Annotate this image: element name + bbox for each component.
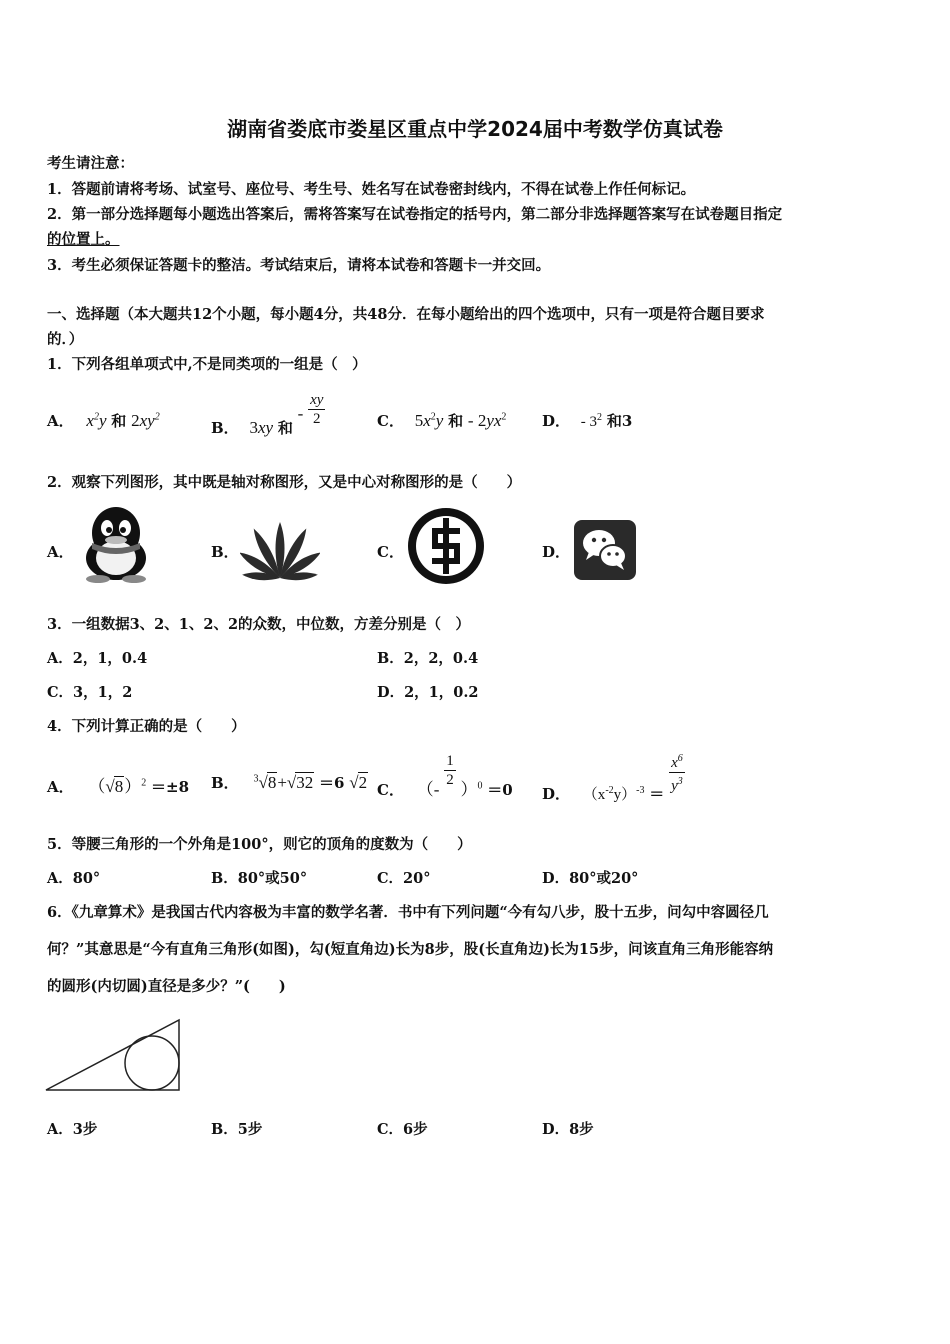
q2-a-label: A． [47,543,74,561]
q1-option-b [211,391,325,437]
q1-c-he: 和 [448,412,464,430]
q4-option-b [211,772,368,793]
question-4-stem: 4．下列计算正确的是（ ） [47,718,246,735]
q4-c-denominator: 2 [446,772,454,788]
q1-d-tail: 和3 [606,412,633,430]
question-1-stem: 1．下列各组单项式中,不是同类项的一组是（ ） [47,356,367,373]
q4-c-numerator: 1 [446,753,454,769]
question-6-stem-cont: 何？”其意思是“今有直角三角形(如图)，勾(短直角边)长为8步，股(长直角边)长为15步，问该直角三角形能容纳 [47,941,774,958]
page-title: 湖南省娄底市娄星区重点中学2024届中考数学仿真试卷 [227,117,723,141]
q4-c-fraction [444,752,456,789]
q1-option-d [542,410,632,431]
q4-d-numerator: $x^6$ [669,750,685,773]
q4-d-label: D． [542,784,571,803]
penguin-logo-icon [76,503,156,587]
flower-logo-icon [240,516,320,586]
q1-option-a [47,410,160,431]
q1-b-minus: - [297,403,304,423]
q4-c-label: C． [377,780,404,799]
question-5-stem: 5．等腰三角形的一个外角是100°，则它的顶角的度数为（ ） [47,836,472,853]
q4-c-close: ）$^0$ [460,779,483,799]
question-3-stem: 3．一组数据3、2、1、2、2的众数，中位数，方差分别是（ ） [47,616,471,633]
question-6-stem: 6．《九章算术》是我国古代内容极为丰富的数学名著．书中有下列问题“今有勾八步，股十五步，问勾中容圆径几 [47,904,769,921]
q4-a-tail: ＝±8 [151,778,190,796]
q2-c-label: C． [377,543,404,561]
q1-b-expr: 3xy [249,417,274,437]
q4-option-a [47,772,189,797]
q4-option-d [542,750,685,803]
notice-item: 1．答题前请将考场、试室号、座位号、考生号、姓名写在试卷密封线内，不得在试卷上作任何标记。 [47,181,696,198]
q4-a-expr: $(√8)^2$ [88,777,147,796]
q3-option-d: D．2，1，0.2 [377,684,479,701]
q1-b-numerator: xy [310,392,324,408]
q4-b-tail: ＝6 [319,774,345,792]
q1-d-expr: - $3^2$ [580,412,603,430]
q5-option-b: B．80°或50° [211,870,308,887]
q2-d-label: D． [542,543,571,561]
q6-option-c: C．6步 [377,1121,428,1138]
section-heading: 一、选择题（本大题共12个小题，每小题4分，共48分．在每小题给出的四个选项中，只有一项是符合题目要求 [47,306,765,323]
q5-option-d: D．80°或20° [542,870,639,887]
q1-c-label: C． [377,412,404,430]
q6-option-a: A．3步 [47,1121,98,1138]
q1-b-denominator: 2 [313,411,321,427]
q4-option-c [377,752,513,799]
q1-c-expr2: - $2yx^2$ [467,411,507,430]
q1-b-fraction [308,391,325,428]
q1-b-label: B． [211,418,239,437]
q1-a-label: A． [47,412,74,430]
question-2-stem: 2．观察下列图形，其中既是轴对称图形，又是中心对称图形的是（ ） [47,474,522,491]
q4-c-open: （- [416,779,440,799]
notice-item: 2．第一部分选择题每小题选出答案后，需将答案写在试卷指定的括号内，第二部分非选择题答案写在试卷题目指定 [47,206,783,223]
q6-option-d: D．8步 [542,1121,594,1138]
question-6-stem-end: 的圆形(内切圆)直径是多少？”( ) [47,978,286,995]
q4-b-expr2: √2 [349,773,368,792]
notice-heading: 考生请注意： [47,155,134,172]
q4-d-fraction [669,750,685,795]
q1-b-he: 和 [277,418,293,437]
q4-d-expr: $(x^{-2}y)^{-3}$ [582,784,645,803]
notice-item: 的位置上。 [47,231,120,248]
q4-b-label: B． [211,774,239,792]
section-heading-cont: 的．） [47,331,84,348]
q6-option-b: B．5步 [211,1121,263,1138]
q4-d-tail: ＝ [649,784,665,803]
q1-option-c [377,410,506,431]
notice-item: 3．考生必须保证答题卡的整洁。考试结束后，请将本试卷和答题卡一并交回。 [47,257,551,274]
q2-b-label: B． [211,543,239,561]
q5-option-a: A．80° [47,870,101,887]
q4-a-label: A． [47,778,74,796]
q4-b-expr: $^3$√8+√32 [253,773,314,792]
q1-a-expr2: $2xy^2$ [131,411,160,430]
q1-a-he: 和 [111,412,127,430]
coin-logo-icon [405,505,487,591]
q1-d-label: D． [542,412,571,430]
q4-d-denominator: $y^3$ [671,776,683,794]
chat-logo-icon [573,519,637,585]
right-triangle-incircle-figure [44,1016,184,1098]
q4-c-tail: ＝0 [487,780,513,799]
q3-option-b: B．2，2，0.4 [377,650,479,667]
q3-option-c: C．3，1，2 [47,684,133,701]
q5-option-c: C．20° [377,870,431,887]
q3-option-a: A．2，1，0.4 [47,650,148,667]
q1-a-expr: $x^2y$ [86,411,107,430]
q1-c-expr: $5x^2y$ [414,411,444,430]
